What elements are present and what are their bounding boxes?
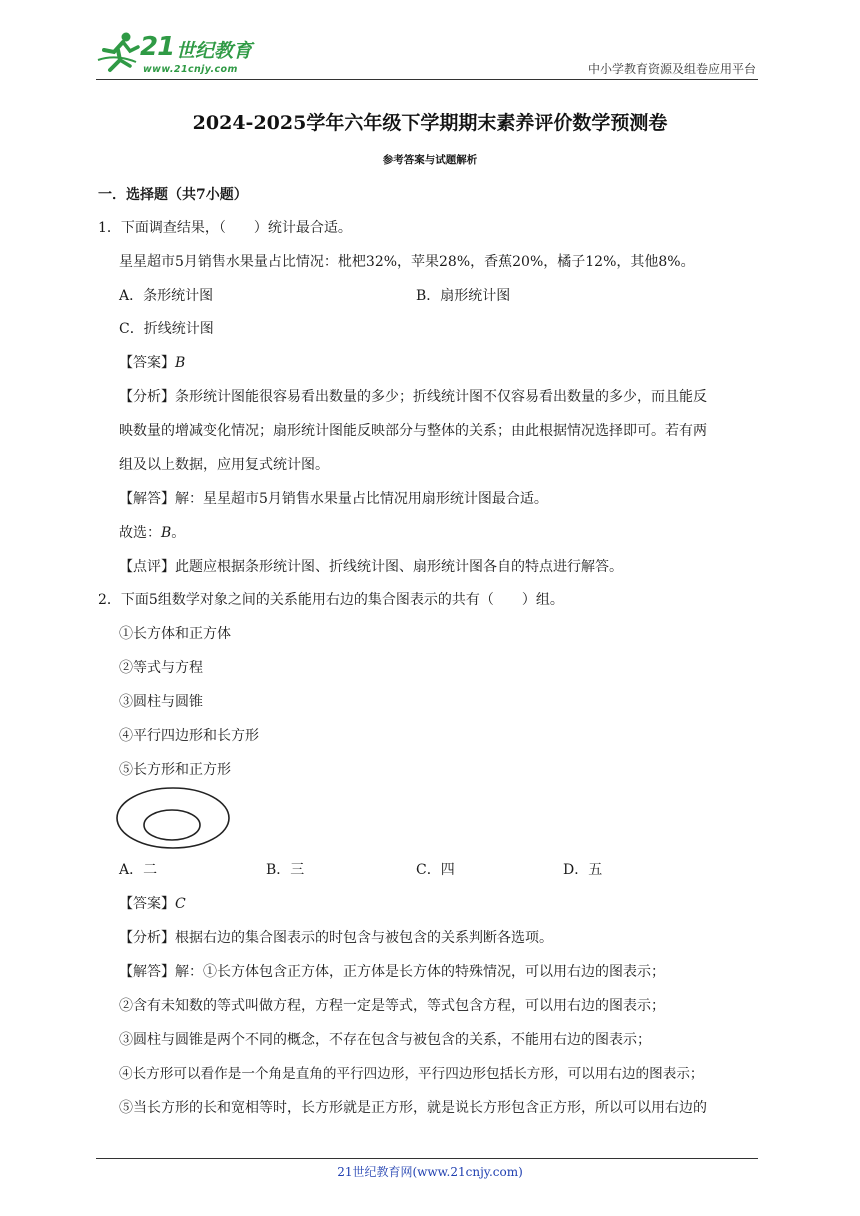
answer-tag: 【答案】 bbox=[119, 896, 175, 912]
answer-letter: B bbox=[175, 355, 186, 371]
q1-data: 星星超市5月销售水果量占比情况：枇杷32%，苹果28%，香蕉20%，橘子12%，其他8%。 bbox=[119, 254, 695, 270]
q2-option-a: A．二 bbox=[119, 862, 158, 878]
choice-prefix: 故选： bbox=[119, 525, 161, 541]
q1-choice bbox=[119, 523, 185, 543]
q1-answer bbox=[119, 353, 185, 373]
q1-analysis-line-1: 【分析】条形统计图能很容易看出数量的多少；折线统计图不仅容易看出数量的多少，而且能反 bbox=[119, 389, 707, 405]
q2-item-4: ④平行四边形和长方形 bbox=[119, 728, 259, 744]
q2-item-3: ③圆柱与圆锥 bbox=[119, 694, 203, 710]
venn-diagram bbox=[116, 786, 232, 850]
footer-link[interactable]: 21世纪教育网(www.21cnjy.com) bbox=[337, 1165, 523, 1179]
page-subtitle: 参考答案与试题解析 bbox=[382, 154, 478, 166]
q2-item-1: ①长方体和正方体 bbox=[119, 626, 231, 642]
venn-inner-set bbox=[144, 810, 200, 840]
logo-number: 21 bbox=[140, 32, 175, 62]
footer-divider bbox=[96, 1158, 758, 1159]
q1-option-c: C．折线统计图 bbox=[119, 321, 214, 337]
page-header bbox=[0, 0, 860, 82]
q2-answer bbox=[119, 894, 186, 914]
choice-suffix: 。 bbox=[171, 525, 186, 541]
q1-stem: 1．下面调查结果，（ ）统计最合适。 bbox=[98, 220, 352, 236]
q1-analysis-line-2: 映数量的增减变化情况；扇形统计图能反映部分与整体的关系；由此根据情况选择即可。若有两 bbox=[119, 423, 707, 439]
platform-tagline: 中小学教育资源及组卷应用平台 bbox=[587, 62, 756, 76]
q2-item-5: ⑤长方形和正方形 bbox=[119, 762, 231, 778]
q1-solution: 【解答】解：星星超市5月销售水果量占比情况用扇形统计图最合适。 bbox=[119, 491, 548, 507]
logo-url: www.21cnjy.com bbox=[143, 64, 238, 75]
q1-comment: 【点评】此题应根据条形统计图、折线统计图、扇形统计图各自的特点进行解答。 bbox=[119, 559, 623, 575]
q2-solution-line-3: ③圆柱与圆锥是两个不同的概念，不存在包含与被包含的关系，不能用右边的图表示； bbox=[119, 1032, 651, 1048]
q2-solution-line-1: 【解答】解：①长方体包含正方体，正方体是长方体的特殊情况，可以用右边的图表示； bbox=[119, 964, 665, 980]
q2-stem: 2．下面5组数学对象之间的关系能用右边的集合图表示的共有（ ）组。 bbox=[98, 592, 564, 608]
answer-letter: C bbox=[175, 896, 186, 912]
q1-analysis-line-3: 组及以上数据，应用复式统计图。 bbox=[119, 457, 329, 473]
page-title: 2024-2025学年六年级下学期期末素养评价数学预测卷 bbox=[192, 112, 668, 134]
q1-option-a: A．条形统计图 bbox=[119, 288, 214, 304]
section-heading: 一．选择题（共7小题） bbox=[98, 187, 248, 203]
q2-option-b: B．三 bbox=[266, 862, 305, 878]
logo-text: 世纪教育 bbox=[176, 40, 253, 62]
q2-solution-line-2: ②含有未知数的等式叫做方程，方程一定是等式，等式包含方程，可以用右边的图表示； bbox=[119, 998, 665, 1014]
q2-analysis: 【分析】根据右边的集合图表示的时包含与被包含的关系判断各选项。 bbox=[119, 930, 553, 946]
answer-tag: 【答案】 bbox=[119, 355, 175, 371]
site-logo[interactable] bbox=[96, 30, 266, 78]
q2-option-d: D．五 bbox=[563, 862, 603, 878]
header-divider bbox=[96, 79, 758, 80]
q2-solution-line-4: ④长方形可以看作是一个角是直角的平行四边形，平行四边形包括长方形，可以用右边的图表示； bbox=[119, 1066, 704, 1082]
q1-option-b: B．扇形统计图 bbox=[416, 288, 511, 304]
q2-item-2: ②等式与方程 bbox=[119, 660, 203, 676]
q2-solution-line-5: ⑤当长方形的长和宽相等时，长方形就是正方形，就是说长方形包含正方形，所以可以用右边的 bbox=[119, 1100, 707, 1116]
runner-logo-icon bbox=[96, 30, 142, 76]
venn-outer-set bbox=[117, 788, 229, 848]
q2-option-c: C．四 bbox=[416, 862, 455, 878]
choice-letter: B bbox=[161, 525, 172, 541]
